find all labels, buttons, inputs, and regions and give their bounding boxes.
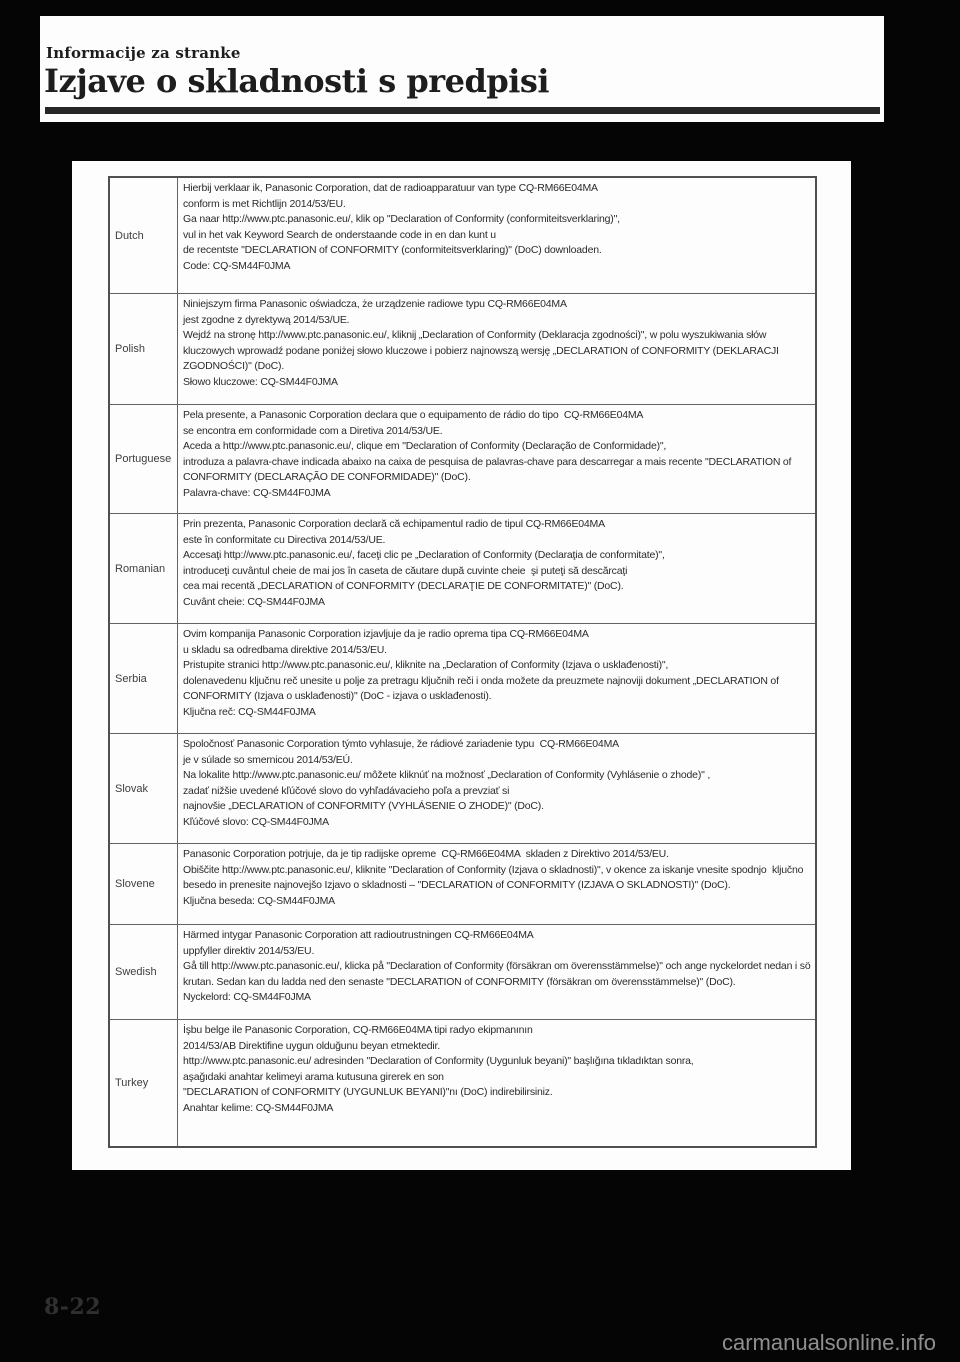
declaration-cell	[177, 514, 815, 623]
declaration-line: Gå till http://www.ptc.panasonic.eu/, klicka på "Declaration of Conformity (försäkran om överensstämmelse)" och ange nyckelordet nedan i sö	[183, 960, 811, 973]
language-cell: Slovene	[115, 878, 155, 890]
declaration-line: u skladu sa odredbama direktive 2014/53/EU.	[183, 643, 387, 656]
language-cell: Romanian	[115, 562, 166, 575]
table-row	[110, 924, 815, 1019]
conformity-table	[108, 176, 817, 1148]
declaration-line: Hierbij verklaar ik, Panasonic Corporation, dat de radioapparatuur van type CQ-RM66E04MA	[183, 182, 598, 194]
declaration-line: Ga naar http://www.ptc.panasonic.eu/, klik op "Declaration of Conformity (conformiteitsverklaring)",	[183, 213, 620, 226]
declaration-cell	[177, 294, 815, 404]
section-eyebrow: Informacije za stranke	[46, 44, 241, 62]
declaration-cell	[177, 624, 815, 733]
declaration-line: Anahtar kelime: CQ-SM44F0JMA	[183, 1101, 334, 1114]
declaration-line: zadať nižšie uvedené kľúčové slovo do vyhľadávacieho poľa a prevziať si	[183, 784, 510, 797]
declaration-line: aşağıdaki anahtar kelimeyi arama kutusuna girerek en son	[183, 1070, 444, 1083]
language-cell: Dutch	[115, 229, 144, 242]
declaration-line: Kľúčové slovo: CQ-SM44F0JMA	[183, 815, 329, 828]
declaration-line: este în conformitate cu Directiva 2014/53/UE.	[183, 533, 386, 546]
language-cell: Polish	[115, 343, 145, 355]
declaration-cell	[177, 1020, 815, 1146]
declaration-line: Panasonic Corporation potrjuje, da je tip radijske opreme CQ-RM66E04MA skladen z Direktivo 2014/53/EU.	[183, 848, 669, 860]
table-row	[110, 733, 815, 843]
declaration-line: conform is met Richtlijn 2014/53/EU.	[183, 197, 346, 210]
declaration-line: Niniejszym firma Panasonic oświadcza, że urządzenie radiowe typu CQ-RM66E04MA	[183, 298, 567, 310]
declaration-line: introduceţi cuvântul cheie de mai jos în caseta de căutare după cuvinte cheie şi puteţi să descărcaţi	[183, 564, 628, 577]
declaration-line: vul in het vak Keyword Search de onderstaande code in en dan kunt u	[183, 228, 496, 241]
declaration-line: dolenavedenu ključnu reč unesite u polje za pretragu ključnih reči i onda možete da preuzmete najnoviji dokument „DECLARATION of	[183, 674, 779, 687]
declaration-line: Ključna beseda: CQ-SM44F0JMA	[183, 894, 335, 907]
table-row	[110, 623, 815, 733]
declaration-line: CONFORMITY (Izjava o usklađenosti)" (DoC - izjava o usklađenosti).	[183, 690, 492, 703]
declaration-line: Aceda a http://www.ptc.panasonic.eu/, clique em "Declaration of Conformity (Declaração de Conformidade)",	[183, 440, 667, 453]
declaration-line: Cuvânt cheie: CQ-SM44F0JMA	[183, 595, 325, 608]
declaration-line: jest zgodne z dyrektywą 2014/53/UE.	[183, 313, 350, 326]
declaration-line: introduza a palavra-chave indicada abaixo na caixa de pesquisa de palavras-chave para descarregar a mais recente "DECLARATION of	[183, 455, 792, 468]
declaration-line: najnovšie „DECLARATION of CONFORMITY (VYHLÁSENIE O ZHODE)" (DoC).	[183, 800, 544, 813]
declaration-line: Wejdź na stronę http://www.ptc.panasonic.eu/, kliknij „Declaration of Conformity (Deklaracja zgodności)", w polu wyszukiwania słów	[183, 329, 767, 342]
table-row	[110, 293, 815, 404]
declaration-line: Härmed intygar Panasonic Corporation att radioutrustningen CQ-RM66E04MA	[183, 929, 534, 941]
declaration-line: ZGODNOŚCI)" (DoC).	[183, 360, 285, 373]
declaration-line: krutan. Sedan kan du ladda ned den senaste "DECLARATION of CONFORMITY (försäkran om överensstämmelse)" (DoC).	[183, 975, 736, 988]
table-row	[110, 178, 815, 293]
declaration-line: de recentste "DECLARATION of CONFORMITY (conformiteitsverklaring)" (DoC) downloaden.	[183, 244, 602, 257]
declaration-line: se encontra em conformidade com a Diretiva 2014/53/UE.	[183, 424, 443, 437]
table-row	[110, 843, 815, 924]
declaration-line: http://www.ptc.panasonic.eu/ adresinden "Declaration of Conformity (Uygunluk beyani)" başlığına tıkladıktan sonra,	[183, 1055, 694, 1068]
declaration-line: 2014/53/AB Direktifine uygun olduğunu beyan etmektedir.	[183, 1039, 440, 1052]
declaration-line: Na lokalite http://www.ptc.panasonic.eu/ môžete kliknúť na možnosť „Declaration of Conformity (Vyhlásenie o zhode)" ,	[183, 769, 711, 782]
declaration-line: Accesaţi http://www.ptc.panasonic.eu/, faceţi clic pe „Declaration of Conformity (Declaraţia de conformitate)",	[183, 549, 665, 562]
content-sheet	[72, 161, 851, 1170]
declaration-cell	[177, 734, 815, 843]
declaration-line: İşbu belge ile Panasonic Corporation, CQ-RM66E04MA tipi radyo ekipmanının	[183, 1024, 533, 1036]
declaration-line: uppfyller direktiv 2014/53/EU.	[183, 944, 315, 957]
declaration-cell	[177, 405, 815, 513]
declaration-line: CONFORMITY (DECLARAÇÃO DE CONFORMIDADE)" (DoC).	[183, 471, 471, 484]
declaration-cell	[177, 844, 815, 924]
table-row	[110, 513, 815, 623]
language-cell: Portuguese	[115, 453, 172, 465]
declaration-line: Prin prezenta, Panasonic Corporation declară că echipamentul radio de tipul CQ-RM66E04MA	[183, 518, 605, 530]
language-cell: Swedish	[115, 966, 157, 978]
watermark: carmanualsonline.info	[721, 1330, 936, 1355]
page-title: Izjave o skladnosti s predpisi	[44, 62, 550, 100]
declaration-line: Code: CQ-SM44F0JMA	[183, 259, 291, 272]
declaration-line: kluczowych wprowadź podane poniżej słowo kluczowe i pobierz najnowszą wersję „DECLARATION of CONFORMITY (DEKLARACJI	[183, 344, 779, 357]
declaration-cell	[177, 178, 815, 293]
declaration-line: Pela presente, a Panasonic Corporation declara que o equipamento de rádio do tipo CQ-RM66E04MA	[183, 409, 644, 421]
language-cell: Turkey	[115, 1077, 149, 1089]
declaration-line: Obiščite http://www.ptc.panasonic.eu/, kliknite "Declaration of Conformity (Izjava o skladnosti)", v okence za iskanje vnesite spodnjo ključno	[183, 863, 804, 876]
declaration-line: besedo in prenesite najnovejšo Izjavo o skladnosti – "DECLARATION of CONFORMITY (IZJAVA O SKLADNOSTI)" (DoC).	[183, 879, 731, 892]
declaration-line: Pristupite stranici http://www.ptc.panasonic.eu/, kliknite na „Declaration of Conformity (Izjava o usklađenosti)",	[183, 659, 669, 672]
declaration-line: Słowo kluczowe: CQ-SM44F0JMA	[183, 375, 338, 388]
declaration-line: cea mai recentă „DECLARATION of CONFORMITY (DECLARAŢIE DE CONFORMITATE)" (DoC).	[183, 580, 624, 593]
declaration-line: "DECLARATION of CONFORMITY (UYGUNLUK BEYANI)"nı (DoC) indirebilirsiniz.	[183, 1086, 553, 1099]
declaration-line: Nyckelord: CQ-SM44F0JMA	[183, 991, 311, 1004]
table-row	[110, 1019, 815, 1146]
declaration-line: Ovim kompanija Panasonic Corporation izjavljuje da je radio oprema tipa CQ-RM66E04MA	[183, 628, 589, 640]
declaration-cell	[177, 925, 815, 1019]
header-rule	[45, 107, 880, 114]
language-cell: Serbia	[115, 672, 147, 685]
declaration-line: je v súlade so smernicou 2014/53/EÚ.	[183, 753, 353, 766]
declaration-line: Spoločnosť Panasonic Corporation týmto vyhlasuje, že rádiové zariadenie typu CQ-RM66E04MA	[183, 738, 619, 750]
language-cell: Slovak	[115, 782, 149, 795]
table-row	[110, 404, 815, 513]
declaration-line: Ključna reč: CQ-SM44F0JMA	[183, 705, 316, 718]
page-number: 8-22	[44, 1294, 102, 1320]
page-header	[40, 16, 884, 122]
declaration-line: Palavra-chave: CQ-SM44F0JMA	[183, 486, 331, 499]
